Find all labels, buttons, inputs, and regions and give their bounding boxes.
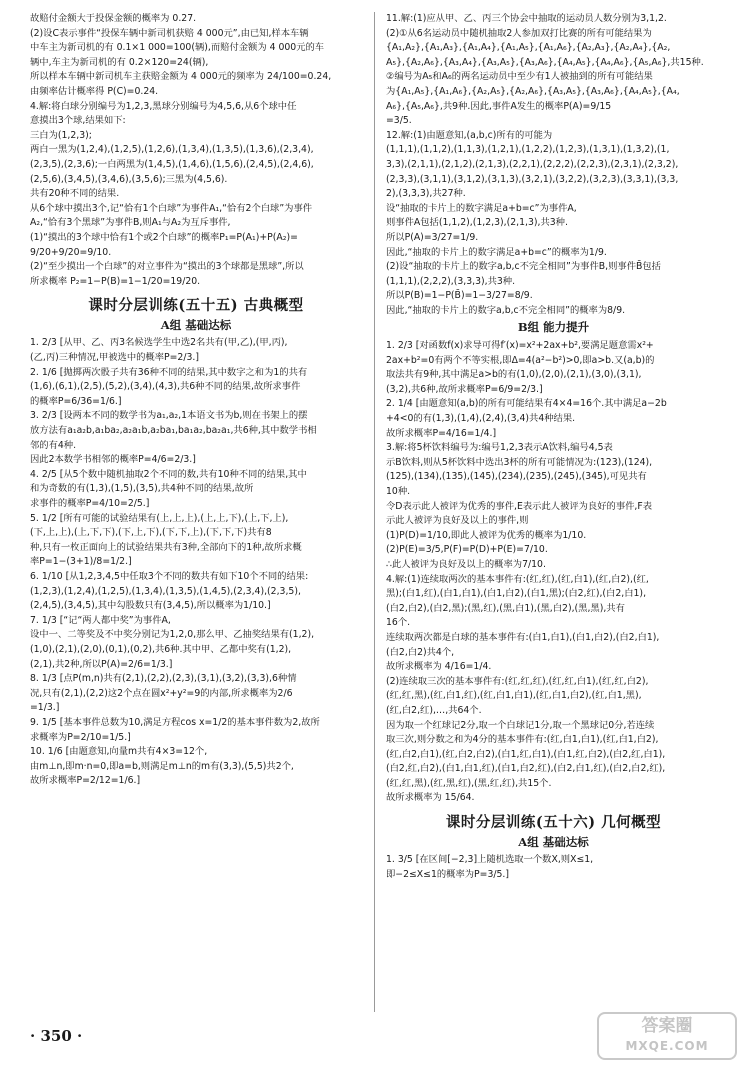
answer-line: 2. 1/4 [由题意知(a,b)的所有可能结果有4×4=16个.其中满足a−2b [386,398,667,410]
answer-line: 取三次,则分数之和为4分的基本事件有:(红,白1,白1),(红,白1,白2), [386,734,659,746]
answer-line: +4<0的有(1,3),(1,4),(2,4),(3,4)共4种结果. [386,413,576,425]
text-line: (2)设“抽取的卡片上的数字a,b,c不完全相同”为事件B,则事件B̄包括 [386,261,661,273]
right-tail [386,853,721,882]
section-title-55: 课时分层训练(五十五) 古典概型 [88,297,304,315]
text-line: 所以P(B)=1−P(B̄)=1−3/27=8/9. [386,290,533,302]
text-line: (1,1,1),(1,1,2),(1,1,3),(1,2,1),(1,2,2),(1,2,3),(1,3,1),(1,3,2),(1, [386,144,670,156]
answer-line: (125),(134),(135),(145),(234),(235),(245),(345),可见共有 [386,471,647,483]
text-line: 12.解:(1)由题意知,(a,b,c)所有的可能为 [386,129,553,141]
text-line: 为{A₁,A₅},{A₁,A₆},{A₂,A₅},{A₂,A₆},{A₃,A₅},{A₃,A₆},{A₄,A₅},{A₄, [386,85,680,97]
text-line: 所以样本车辆中新司机车主获赔金额为 4 000元的频率为 24/100=0.24, [30,71,332,83]
answer-line: 4. 2/5 [从5个数中随机抽取2个不同的数,共有10种不同的结果,其中 [30,468,307,480]
answer-line: 和为奇数的有(1,3),(1,5),(3,5),共4种不同的结果,故所 [30,483,254,495]
text-line: (2)“至少摸出一个白球”的对立事件为“摸出的3个球都是黑球”,所以 [30,261,304,273]
text-line: 所求概率 P₂=1−P(B)=1−1/20=19/20. [30,275,201,287]
answer-line: (2,4,5),(3,4,5),其中勾股数只有(3,4,5),所以概率为1/10.] [30,600,271,612]
left-items [30,336,362,788]
text-line: 因此,“抽取的卡片上的数字a,b,c不完全相同”的概率为8/9. [386,304,626,316]
answer-line: 6. 1/10 [从1,2,3,4,5中任取3个不同的数共有如下10个不同的结果: [30,570,309,582]
answer-line: 5. 1/2 [所有可能的试验结果有(上,上,上),(上,上,下),(上,下,上), [30,512,289,524]
answer-line: 故所求概率P=4/16=1/4.] [386,427,497,439]
text-line: =3/5. [386,115,412,127]
answer-line: (2)连续取三次的基本事件有:(红,红,红),(红,红,白1),(红,红,白2), [386,675,649,687]
answer-line: 由m⊥n,即m·n=0,即a=b,则满足m⊥n的m有(3,3),(5,5)共2个, [30,760,294,772]
text-line: (2)设C表示事件“投保车辆中新司机获赔 4 000元”,由已知,样本车辆 [30,27,309,39]
text-line: 意摸出3个球,结果如下: [30,115,126,127]
answer-line: 3.解:将5杯饮料编号为:编号1,2,3表示A饮料,编号4,5表 [386,442,613,454]
answer-line: 即−2≤X≤1的概率为P=3/5.] [386,868,509,880]
text-line: ②编号为A₅和A₆的两名运动员中至少有1人被抽到的所有可能结果 [386,71,653,83]
answer-line: (1,6),(6,1),(2,5),(5,2),(3,4),(4,3),共6种不同的结果,故所求事件 [30,381,301,393]
text-line: 两白一黑为(1,2,4),(1,2,5),(1,2,6),(1,3,4),(1,3,5),(1,3,6),(2,3,4), [30,144,314,156]
answer-line: (2)P(E)=3/5,P(F)=P(D)+P(E)=7/10. [386,544,548,556]
text-line: (1,1,1),(2,2,2),(3,3,3),共3种. [386,275,516,287]
answer-line: 7. 1/3 [“记“两人都中奖”为事件A, [30,614,171,626]
text-line: 由频率估计概率得 P(C)=0.24. [30,85,159,97]
text-line: 4.解:将白球分别编号为1,2,3,黑球分别编号为4,5,6,从6个球中任 [30,100,297,112]
answer-line: (红,白2,红),…,共64个. [386,704,482,716]
answer-line: 1. 2/3 [从甲、乙、丙3名候选学生中选2名共有(甲,乙),(甲,丙), [30,337,288,349]
text-line: 因此,“抽取的卡片上的数字满足a+b=c”的概率为1/9. [386,246,607,258]
answer-line: 黑);(白1,红),(白1,白1),(白1,白2),(白1,黑);(白2,红),(白2,白1), [386,588,647,600]
column-divider [374,12,375,1012]
text-line: A₂,“恰有3个黑球”为事件B,则A₁与A₂为互斥事件, [30,217,231,229]
answer-line: 令D表示此人被评为优秀的事件,E表示此人被评为良好的事件,F表 [386,500,653,512]
answer-line: 邻的有4种. [30,439,77,451]
answer-line: (白2,白2)共4个, [386,646,455,658]
answer-line: 1. 3/5 [在区间[−2,3]上随机选取一个数X,则X≤1, [386,854,594,866]
text-line: 2),(3,3,3),共27种. [386,188,466,200]
section-title-56: 课时分层训练(五十六) 几何概型 [445,814,662,832]
group-title-b-advanced: B组 能力提升 [517,320,590,335]
answer-line: 9. 1/5 [基本事件总数为10,满足方程cos x=1/2的基本事件数为2,故所 [30,716,320,728]
right-items [386,339,721,806]
answer-line: (1)P(D)=1/10,即此人被评为优秀的概率为1/10. [386,529,587,541]
left-column [30,12,362,789]
text-line: 中车主为新司机的有 0.1×1 000=100(辆),而赔付金额为 4 000元的车 [30,42,325,54]
answer-line: 连续取两次都是白球的基本事件有:(白1,白1),(白1,白2),(白2,白1), [386,631,660,643]
text-line: 从6个球中摸出3个,记“恰有1个白球”为事件A₁,“恰有2个白球”为事件 [30,202,313,214]
text-line: A₅},{A₂,A₆},{A₃,A₄},{A₃,A₅},{A₃,A₆},{A₄,A₅},{A₄,A₆},{A₅,A₆},共15种. [386,56,704,68]
text-line: (1)“摸出的3个球中恰有1个或2个白球”的概率P₁=P(A₁)+P(A₂)= [30,231,298,243]
text-line: (2)①从6名运动员中随机抽取2人参加双打比赛的所有可能结果为 [386,27,652,39]
answer-line: 求概率为P=2/10=1/5.] [30,731,131,743]
watermark-url: MXQE.COM [625,1039,709,1053]
answer-line: 8. 1/3 [点P(m,n)共有(2,1),(2,2),(2,3),(3,1),(3,2),(3,3),6种情 [30,673,297,685]
right-intro [386,12,721,318]
answer-line: 放方法有a₁a₂b,a₁ba₂,a₂a₁b,a₂ba₁,ba₁a₂,ba₂a₁,共6种,其中数学书相 [30,425,317,437]
answer-line: 10种. [386,486,411,497]
text-line: 3,3),(2,1,1),(2,1,2),(2,1,3),(2,2,1),(2,2,2),(2,2,3),(2,3,1),(2,3,2), [386,158,679,170]
answer-line: 因为取一个红球记2分,取一个白球记1分,取一个黑球记0分,若连续 [386,719,655,731]
text-line: 11.解:(1)应从甲、乙、丙三个协会中抽取的运动员人数分别为3,1,2. [386,13,667,24]
page-number: · 350 · [30,1027,83,1045]
right-column [386,12,721,882]
text-line: (2,3,5),(2,3,6);一白两黑为(1,4,5),(1,4,6),(1,5,6),(2,4,5),(2,4,6), [30,158,314,170]
text-line: 9/20+9/20=9/10. [30,246,112,258]
answer-line: 求事件的概率P=4/10=2/5.] [30,498,150,509]
answer-line: (红,红,黑),(红,黑,红),(黑,红,红),共15个. [386,777,552,789]
answer-line: 2ax+b²=0有两个不等实根,即Δ=4(a²−b²)>0,即a>b.又(a,b)的 [386,354,655,366]
answer-line: (1,0),(2,1),(2,0),(0,1),(0,2),共6种.其中甲、乙都中奖有(1,2), [30,643,292,655]
text-line: (2,5,6),(3,4,5),(3,4,6),(3,5,6);三黑为(4,5,6). [30,173,228,185]
answer-line: 种,只有一枚正面向上的试验结果共有3种,全部向下的1种,故所求概 [30,541,302,553]
group-title-a-basic: A组 基础达标 [160,317,232,332]
answer-line: 况,只有(2,1),(2,2)这2个点在圆x²+y²=9的内部,所求概率为2/6 [30,687,293,699]
answer-line: ∴此人被评为良好及以上的概率为7/10. [386,558,546,570]
answer-line: =1/3.] [30,702,60,714]
answer-line: (乙,丙)三种情况,甲被选中的概率P=2/3.] [30,352,199,364]
text-line: 故赔付金额大于投保金额的概率为 0.27. [30,13,197,24]
answer-line: 故所求概率P=2/12=1/6.] [30,775,141,787]
text-line: 共有20种不同的结果. [30,188,120,200]
group-title-a-basic-2: A组 基础达标 [518,834,589,849]
answer-line: 示此人被评为良好及以上的事件,则 [386,515,529,527]
answer-line: 3. 2/3 [设两本不同的数学书为a₁,a₂,1本语文书为b,则在书架上的摆 [30,410,308,422]
answer-line: (1,2,3),(1,2,4),(1,2,5),(1,3,4),(1,3,5),(1,4,5),(2,3,4),(2,3,5), [30,585,301,597]
text-line: (2,3,3),(3,1,1),(3,1,2),(3,1,3),(3,2,1),(3,2,2),(3,2,3),(3,3,1),(3,3, [386,173,679,185]
answer-line: 故所求概率为 4/16=1/4. [386,661,492,673]
text-line: 则事件A包括(1,1,2),(1,2,3),(2,1,3),共3种. [386,217,568,229]
answer-line: 4.解:(1)连续取两次的基本事件有:(红,红),(红,白1),(红,白2),(红, [386,573,649,585]
answer-line: 10. 1/6 [由题意知,向量m共有4×3=12个, [30,746,208,758]
answer-line: 2. 1/6 [抛掷两次骰子共有36种不同的结果,其中数字之和为1的共有 [30,366,308,378]
text-line: 辆中,车主为新司机的有 0.2×120=24(辆), [30,56,209,68]
text-line: {A₁,A₂},{A₁,A₃},{A₁,A₄},{A₁,A₅},{A₁,A₆},{A₂,A₃},{A₂,A₄},{A₂, [386,42,671,54]
answer-line: 因此2本数学书相邻的概率P=4/6=2/3.] [30,454,196,466]
answer-line: 故所求概率为 15/64. [386,792,475,804]
answer-line: (红,白2,白1),(红,白2,白2),(白1,红,白1),(白1,红,白2),(白2,红,白1), [386,748,666,760]
answer-line: 率P=1−(3+1)/8=1/2.] [30,556,132,568]
answer-line: 1. 2/3 [对函数f(x)求导可得f′(x)=x²+2ax+b²,要满足题意需x²+ [386,340,654,352]
answer-line: (下,上,上),(上,下,下),(下,上,下),(下,下,上),(下,下,下)共有8 [30,527,272,539]
answer-line: 的概率P=6/36=1/6.] [30,395,122,407]
answer-line: (白2,白2),(白2,黑);(黑,红),(黑,白1),(黑,白2),(黑,黑),共有 [386,602,625,614]
answer-line: (2,1),共2种,所以P(A)=2/6=1/3.] [30,658,173,670]
text-line: A₆},{A₅,A₆},共9种.因此,事件A发生的概率P(A)=9/15 [386,100,612,112]
answer-line: (红,红,黑),(红,白1,红),(红,白1,白1),(红,白1,白2),(红,白1,黑), [386,690,642,702]
text-line: 三白为(1,2,3); [30,129,92,141]
text-line: 所以P(A)=3/27=1/9. [386,231,479,243]
watermark-logo [597,1012,737,1060]
answer-line: 取法共有9种,其中满足a>b的有(1,0),(2,0),(2,1),(3,0),(3,1), [386,369,642,381]
answer-line: 示B饮料,则从5杯饮料中选出3杯的所有可能情况为:(123),(124), [386,456,653,468]
answer-line: (3,2),共6种,故所求概率P=6/9=2/3.] [386,383,543,395]
answer-line: (白2,红,白2),(白1,白1,红),(白1,白2,红),(白2,白1,红),(白2,白2,红), [386,763,666,775]
answer-line: 设中一、二等奖及不中奖分别记为1,2,0,那么甲、乙抽奖结果有(1,2), [30,629,315,641]
left-intro [30,12,362,289]
text-line: 设“抽取的卡片上的数字满足a+b=c”为事件A, [386,202,577,214]
answer-line: 16个. [386,617,411,629]
watermark-logo-text: 答案圈 [641,1016,693,1036]
